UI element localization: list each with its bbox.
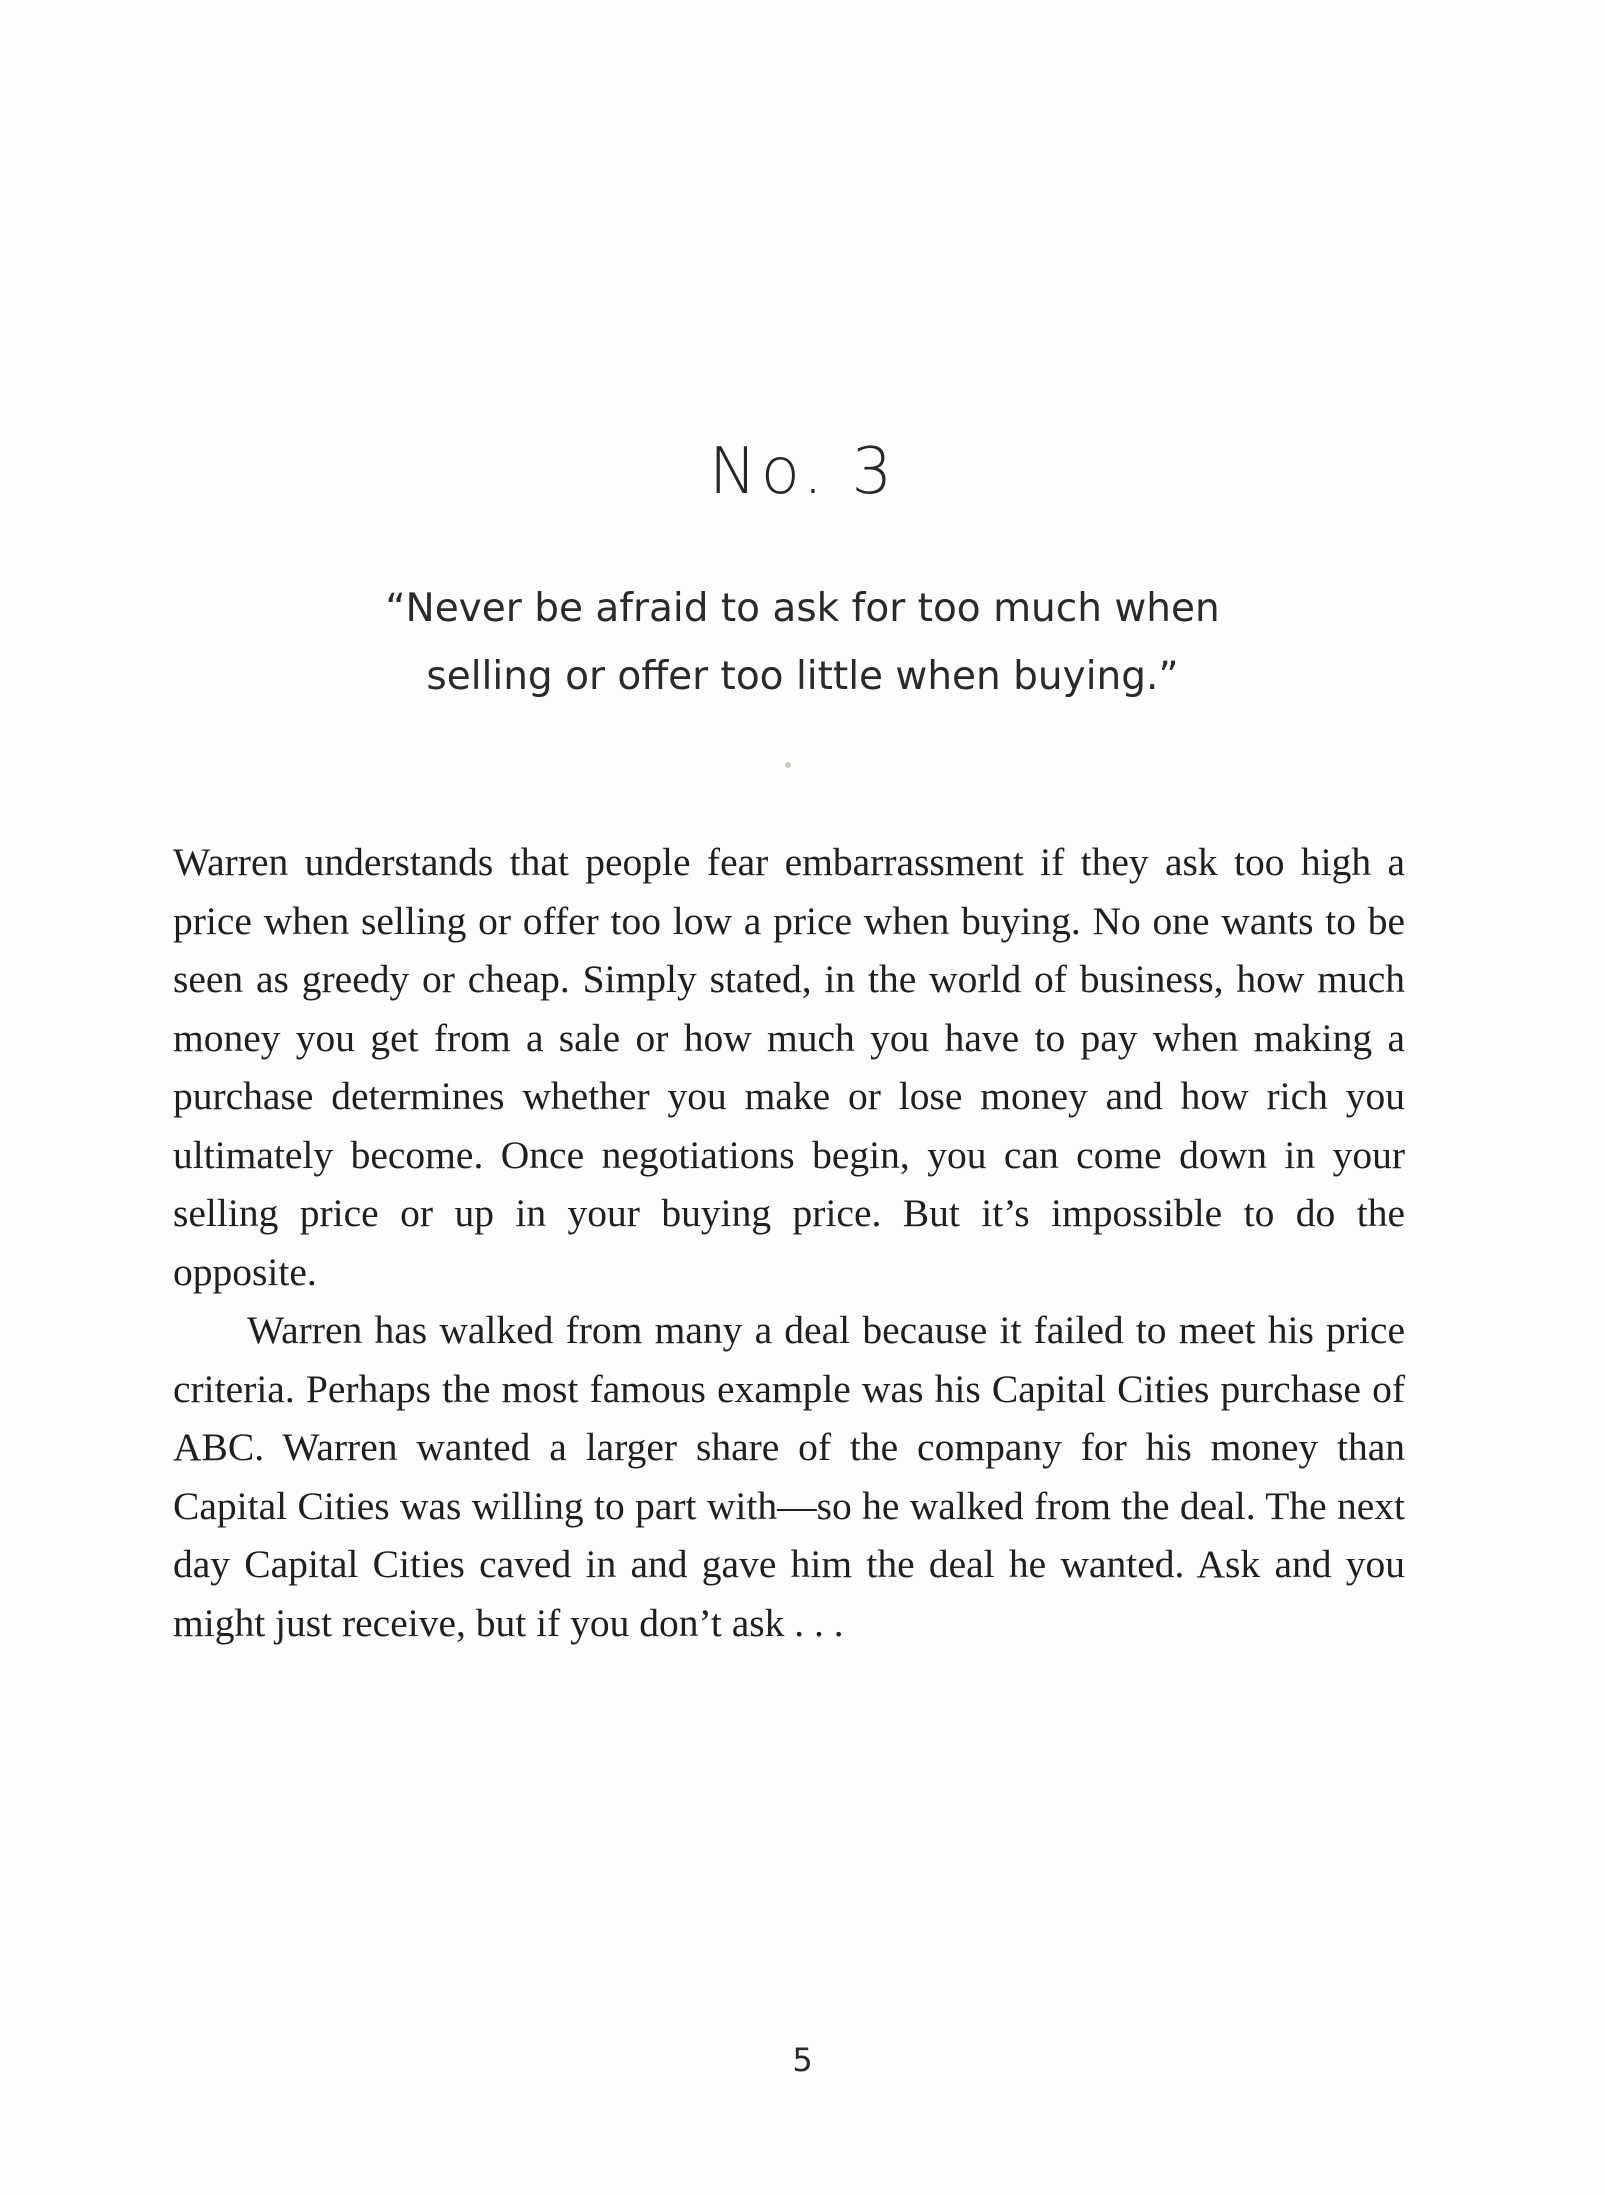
epigraph-quote — [0, 575, 1605, 711]
paragraph-1: Warren understands that people fear embarrassment if they ask too high a price when selling or offer too low a price when buying. No one wants to be seen as greedy or cheap. Simply stated, in the world of business, how much money you get from a sale or how much you have to pay when making a purchase determines whether you make or lose money and how rich you ultimately become. Once negotiations begin, you can come down in your selling price or up in your buying price. But it’s impossible to do the opposite. — [173, 840, 1405, 1294]
epigraph-line-1: “Never be afraid to ask for too much when — [385, 586, 1220, 631]
scan-speck — [785, 762, 791, 768]
chapter-heading: No. 3 — [708, 435, 897, 509]
epigraph-line-2: selling or offer too little when buying.” — [426, 654, 1179, 699]
body-text — [173, 833, 1405, 1652]
page-number: 5 — [792, 2041, 813, 2079]
paragraph-2: Warren has walked from many a deal because it failed to meet his price criteria. Perhaps the most famous example was his Capital Cities purchase of ABC. Warren wanted a larger share of the company for his money than Capital Cities was willing to part with—so he walked from the deal. The next day Capital Cities caved in and gave him the deal he wanted. Ask and you might just receive, but if you don’t ask . . . — [173, 1308, 1405, 1645]
